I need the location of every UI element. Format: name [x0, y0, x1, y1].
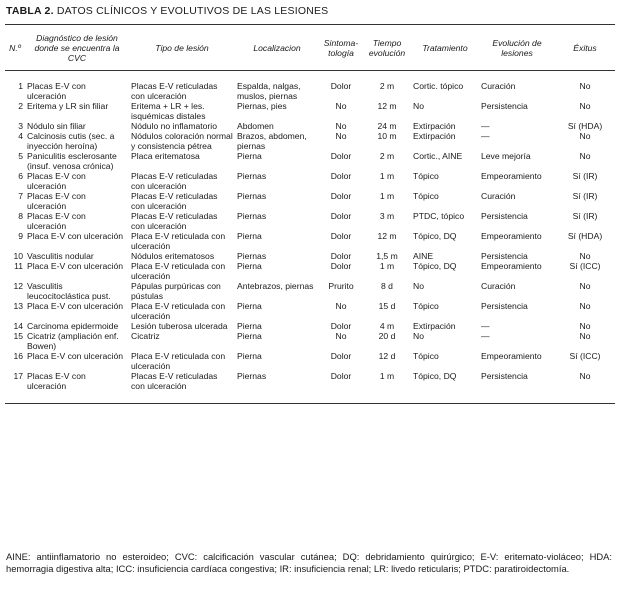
cell-treatment: PTDC, tópico [413, 211, 465, 221]
cell-symptoms: No [335, 121, 347, 131]
cell-lesion-type: Placa eritematosa [131, 151, 200, 161]
cell-treatment: Tópico, DQ [413, 261, 457, 271]
cell-treatment: Cortic. tópico [413, 81, 464, 91]
cell-diagnosis: Placa E-V con ulceración [27, 351, 124, 361]
cell-treatment: Tópico [413, 171, 439, 181]
cell-diagnosis: Cicatriz (ampliación enf. Bowen) [27, 331, 119, 351]
cell-exitus: No [579, 101, 591, 111]
cell-evolution-time: 20 d [378, 331, 396, 341]
cell-lesion-type: Placas E-V reticuladas con ulceración [131, 211, 218, 231]
cell-lesion-evolution: Persistencia [481, 211, 528, 221]
table-row [5, 191, 615, 211]
cell-lesion-type: Nódulos coloración normal y consistencia pétrea [131, 131, 233, 151]
cell-lesion-type: Placa E-V reticulada con ulceración [131, 351, 226, 371]
cell-exitus: No [579, 151, 591, 161]
cell-evolution-time: 1 m [379, 191, 395, 201]
table-row [5, 261, 615, 281]
cell-lesion-evolution: — [481, 131, 490, 141]
cell-diagnosis: Placa E-V con ulceración [27, 261, 124, 271]
cell-exitus: No [579, 251, 591, 261]
table-body [5, 71, 615, 404]
cell-location: Pierna [237, 331, 262, 341]
cell-number: 1 [18, 81, 23, 91]
cell-symptoms: Dolor [330, 171, 352, 181]
cell-number: 10 [13, 251, 23, 261]
cell-treatment: No [413, 101, 424, 111]
cell-symptoms: Dolor [319, 371, 363, 404]
cell-symptoms: Dolor [330, 321, 352, 331]
header-symptoms: Sintoma-tología [319, 25, 363, 71]
cell-exitus: No [579, 81, 591, 91]
table-row [5, 281, 615, 301]
cell-number: 5 [18, 151, 23, 161]
header-exitus: Éxitus [555, 25, 615, 71]
header-lesion-evolution: Evolución de lesiones [479, 25, 555, 71]
cell-number: 8 [18, 211, 23, 221]
cell-treatment: Tópico [413, 191, 439, 201]
cell-lesion-evolution: Persistencia [479, 371, 555, 404]
cell-location: Piernas, pies [237, 101, 287, 111]
cell-location: Pierna [237, 151, 262, 161]
cell-evolution-time: 12 m [377, 231, 397, 241]
cell-lesion-type: Lesión tuberosa ulcerada [131, 321, 228, 331]
cell-lesion-evolution: Persistencia [481, 101, 528, 111]
cell-evolution-time: 1 m [379, 171, 395, 181]
cell-lesion-evolution: — [481, 121, 490, 131]
table-row [5, 301, 615, 321]
cell-lesion-type: Nódulo no inflamatorio [131, 121, 217, 131]
cell-number: 12 [13, 281, 23, 291]
cell-exitus: No [579, 331, 591, 341]
cell-evolution-time: 4 m [379, 321, 395, 331]
cell-symptoms: No [335, 301, 347, 311]
table-row [5, 211, 615, 231]
cell-lesion-type: Placa E-V reticulada con ulceración [131, 231, 226, 251]
cell-symptoms: No [335, 131, 347, 141]
cell-exitus: No [579, 301, 591, 311]
cell-lesion-evolution: Curación [481, 81, 516, 91]
cell-exitus: No [579, 131, 591, 141]
cell-lesion-evolution: — [481, 321, 490, 331]
cell-evolution-time: 1 m [363, 371, 411, 404]
header-number: N.º [5, 25, 25, 71]
cell-treatment: Extirpación [413, 121, 456, 131]
cell-lesion-type: Placa E-V reticulada con ulceración [131, 261, 226, 281]
cell-location: Abdomen [237, 121, 274, 131]
cell-location: Piernas [237, 211, 267, 221]
cell-lesion-evolution: Empeoramiento [481, 351, 542, 361]
cell-location: Piernas [235, 371, 319, 404]
cell-evolution-time: 24 m [377, 121, 397, 131]
cell-evolution-time: 3 m [379, 211, 395, 221]
cell-symptoms: Dolor [330, 191, 352, 201]
table-label: TABLA 2. [6, 5, 54, 17]
cell-lesion-evolution: Leve mejoría [481, 151, 531, 161]
header-lesion-type: Tipo de lesión [129, 25, 235, 71]
cell-treatment: Tópico, DQ [411, 371, 479, 404]
cell-lesion-type: Pápulas purpúricas con pústulas [131, 281, 221, 301]
cell-diagnosis: Paniculitis esclerosante (insuf. venosa crónica) [27, 151, 117, 171]
cell-location: Pierna [237, 231, 262, 241]
cell-lesion-type: Nódulos eritematosos [131, 251, 215, 261]
cell-treatment: Tópico [413, 351, 439, 361]
header-location: Localizacion [235, 25, 319, 71]
cell-lesion-evolution: Curación [481, 281, 516, 291]
header-row [5, 25, 615, 71]
cell-treatment: No [413, 281, 424, 291]
cell-symptoms: Dolor [330, 351, 352, 361]
cell-lesion-type: Cicatriz [131, 331, 160, 341]
cell-number: 13 [13, 301, 23, 311]
cell-lesion-type: Placas E-V reticuladas con ulceración [131, 81, 218, 101]
cell-symptoms: No [335, 331, 347, 341]
cell-evolution-time: 2 m [379, 151, 395, 161]
cell-exitus: Sí (HDA) [567, 121, 603, 131]
cell-treatment: Cortic., AINE [413, 151, 463, 161]
table-row [5, 321, 615, 331]
cell-symptoms: Dolor [330, 81, 352, 91]
table-row [5, 101, 615, 121]
cell-symptoms: Prurito [328, 281, 354, 291]
cell-diagnosis: Placas E-V con ulceración [27, 171, 86, 191]
cell-location: Pierna [237, 321, 262, 331]
cell-number: 15 [13, 331, 23, 341]
cell-exitus: Sí (HDA) [567, 231, 603, 241]
cell-diagnosis: Placas E-V con ulceración [27, 211, 86, 231]
cell-number: 11 [14, 261, 23, 271]
cell-number: 14 [13, 321, 23, 331]
cell-lesion-type: Eritema + LR + les. isquémicas distales [131, 101, 206, 121]
cell-evolution-time: 1 m [379, 261, 395, 271]
cell-treatment: Extirpación [413, 131, 456, 141]
cell-number: 2 [18, 101, 23, 111]
cell-exitus: No [555, 371, 615, 404]
header-diagnosis: Diagnóstico de lesión donde se encuentra la CVC [25, 25, 129, 71]
cell-number: 9 [18, 231, 23, 241]
cell-number: 7 [18, 191, 23, 201]
cell-treatment: Tópico, DQ [413, 231, 457, 241]
table-row [5, 231, 615, 251]
cell-diagnosis: Carcinoma epidermoide [27, 321, 119, 331]
cell-evolution-time: 15 d [378, 301, 396, 311]
cell-diagnosis: Vasculitis leucocitoclástica pust. [27, 281, 111, 301]
cell-number: 17 [5, 371, 25, 404]
cell-diagnosis: Vasculitis nodular [27, 251, 94, 261]
cell-number: 3 [18, 121, 23, 131]
table-row [5, 171, 615, 191]
cell-treatment: Tópico [413, 301, 439, 311]
table-row [5, 121, 615, 131]
cell-location: Brazos, abdomen, piernas [237, 131, 307, 151]
cell-evolution-time: 12 m [377, 101, 397, 111]
cell-exitus: Sí (IR) [572, 171, 598, 181]
cell-diagnosis: Eritema y LR sin filiar [27, 101, 109, 111]
table-row [5, 331, 615, 351]
table-caption: DATOS CLÍNICOS Y EVOLUTIVOS DE LAS LESIONES [56, 5, 329, 17]
cell-evolution-time: 10 m [377, 131, 397, 141]
cell-lesion-type: Placas E-V reticuladas con ulceración [131, 191, 218, 211]
cell-location: Pierna [237, 301, 262, 311]
table-row [5, 151, 615, 171]
header-treatment: Tratamiento [411, 25, 479, 71]
footnote: AINE: antiinflamatorio no esteroideo; CVC: calcificación vascular cutánea; DQ: debridamiento quirúrgico; E-V: eritemato-violáceo; HDA: hemorragia digestiva alta; ICC: insuficiencia cardíaca congestiva; IR: insuficiencia renal; LR: livedo reticularis; PTDC: paratiroidectomía. [6, 551, 612, 574]
cell-diagnosis: Calcinosis cutis (sec. a inyección heroína) [27, 131, 115, 151]
cell-location: Piernas [237, 171, 267, 181]
cell-exitus: Sí (ICC) [569, 351, 601, 361]
cell-evolution-time: 2 m [379, 81, 395, 91]
cell-lesion-evolution: Empeoramiento [481, 171, 542, 181]
cell-exitus: No [579, 321, 591, 331]
cell-lesion-evolution: Persistencia [481, 251, 528, 261]
cell-diagnosis: Placas E-V con ulceración [27, 81, 86, 101]
cell-symptoms: Dolor [330, 251, 352, 261]
table-row [5, 251, 615, 261]
cell-symptoms: No [335, 101, 347, 111]
cell-lesion-type: Placas E-V reticuladas con ulceración [129, 371, 235, 404]
cell-evolution-time: 12 d [378, 351, 396, 361]
cell-number: 6 [18, 171, 23, 181]
lesions-table [5, 24, 615, 404]
cell-lesion-evolution: Persistencia [481, 301, 528, 311]
cell-location: Pierna [237, 261, 262, 271]
table-row [5, 71, 615, 102]
cell-exitus: Sí (IR) [572, 211, 598, 221]
cell-diagnosis: Placa E-V con ulceración [27, 231, 124, 241]
cell-symptoms: Dolor [330, 151, 352, 161]
cell-lesion-evolution: Empeoramiento [481, 231, 542, 241]
cell-treatment: No [413, 331, 424, 341]
cell-diagnosis: Placas E-V con ulceración [25, 371, 129, 404]
cell-lesion-type: Placa E-V reticulada con ulceración [131, 301, 226, 321]
header-evolution-time: Tiempo evolución [363, 25, 411, 71]
cell-exitus: Sí (IR) [572, 191, 598, 201]
cell-lesion-evolution: Empeoramiento [481, 261, 542, 271]
cell-location: Antebrazos, piernas [237, 281, 314, 291]
cell-number: 4 [18, 131, 23, 141]
cell-diagnosis: Nódulo sin filiar [27, 121, 86, 131]
cell-treatment: AINE [413, 251, 434, 261]
table-row [5, 351, 615, 371]
cell-evolution-time: 1,5 m [376, 251, 398, 261]
cell-symptoms: Dolor [330, 261, 352, 271]
table-row [5, 371, 615, 404]
table-title [6, 5, 328, 17]
cell-symptoms: Dolor [330, 211, 352, 221]
cell-lesion-evolution: Curación [481, 191, 516, 201]
cell-location: Espalda, nalgas, muslos, piernas [237, 81, 301, 101]
cell-evolution-time: 8 d [381, 281, 393, 291]
cell-location: Piernas [237, 251, 267, 261]
cell-treatment: Extirpación [413, 321, 456, 331]
cell-diagnosis: Placa E-V con ulceración [27, 301, 124, 311]
cell-lesion-type: Placas E-V reticuladas con ulceración [131, 171, 218, 191]
cell-number: 16 [13, 351, 23, 361]
cell-diagnosis: Placas E-V con ulceración [27, 191, 86, 211]
cell-location: Pierna [237, 351, 262, 361]
cell-location: Piernas [237, 191, 267, 201]
cell-symptoms: Dolor [330, 231, 352, 241]
cell-lesion-evolution: — [481, 331, 490, 341]
cell-exitus: Sí (ICC) [569, 261, 601, 271]
table-row [5, 131, 615, 151]
cell-exitus: No [579, 281, 591, 291]
